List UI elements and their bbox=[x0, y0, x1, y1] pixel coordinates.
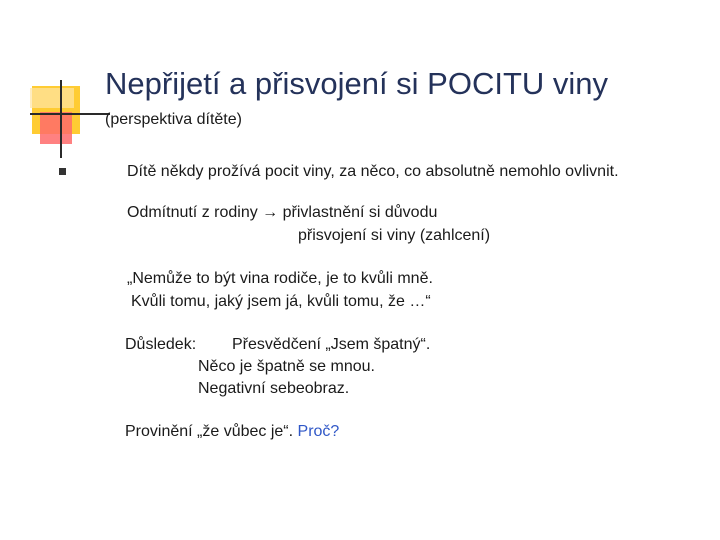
guilt-question: Proč? bbox=[297, 423, 340, 440]
decor-pink-square bbox=[40, 112, 72, 144]
slide-subtitle: (perspektiva dítěte) bbox=[105, 111, 242, 128]
consequence-label: Důsledek: bbox=[125, 336, 197, 353]
quote-line-2: Kvůli tomu, jaký jsem já, kvůli tomu, že …“ bbox=[131, 293, 431, 310]
bullet-square-icon bbox=[59, 168, 66, 175]
overwhelm-line: přisvojení si viny (zahlcení) bbox=[298, 227, 491, 244]
guilt-line bbox=[125, 423, 339, 441]
guilt-text: Provinění „že vůbec je“. bbox=[125, 423, 298, 440]
bullet-text: Dítě někdy prožívá pocit viny, za něco, co absolutně nemohlo ovlivnit. bbox=[127, 163, 619, 180]
consequence-line-3: Negativní sebeobraz. bbox=[198, 380, 350, 397]
decor-vertical-line bbox=[60, 80, 62, 158]
quote-line-1: „Nemůže to být vina rodiče, je to kvůli mně. bbox=[127, 270, 433, 287]
decor-horizontal-line bbox=[30, 113, 110, 115]
consequence-line-2: Něco je špatně se mnou. bbox=[198, 358, 375, 375]
slide-title: Nepřijetí a přisvojení si POCITU viny bbox=[105, 66, 609, 101]
consequence-line-1: Přesvědčení „Jsem špatný“. bbox=[232, 336, 431, 353]
rejection-line: Odmítnutí z rodiny → přivlastnění si důvodu bbox=[127, 204, 438, 221]
decor-faint-square bbox=[30, 88, 74, 108]
